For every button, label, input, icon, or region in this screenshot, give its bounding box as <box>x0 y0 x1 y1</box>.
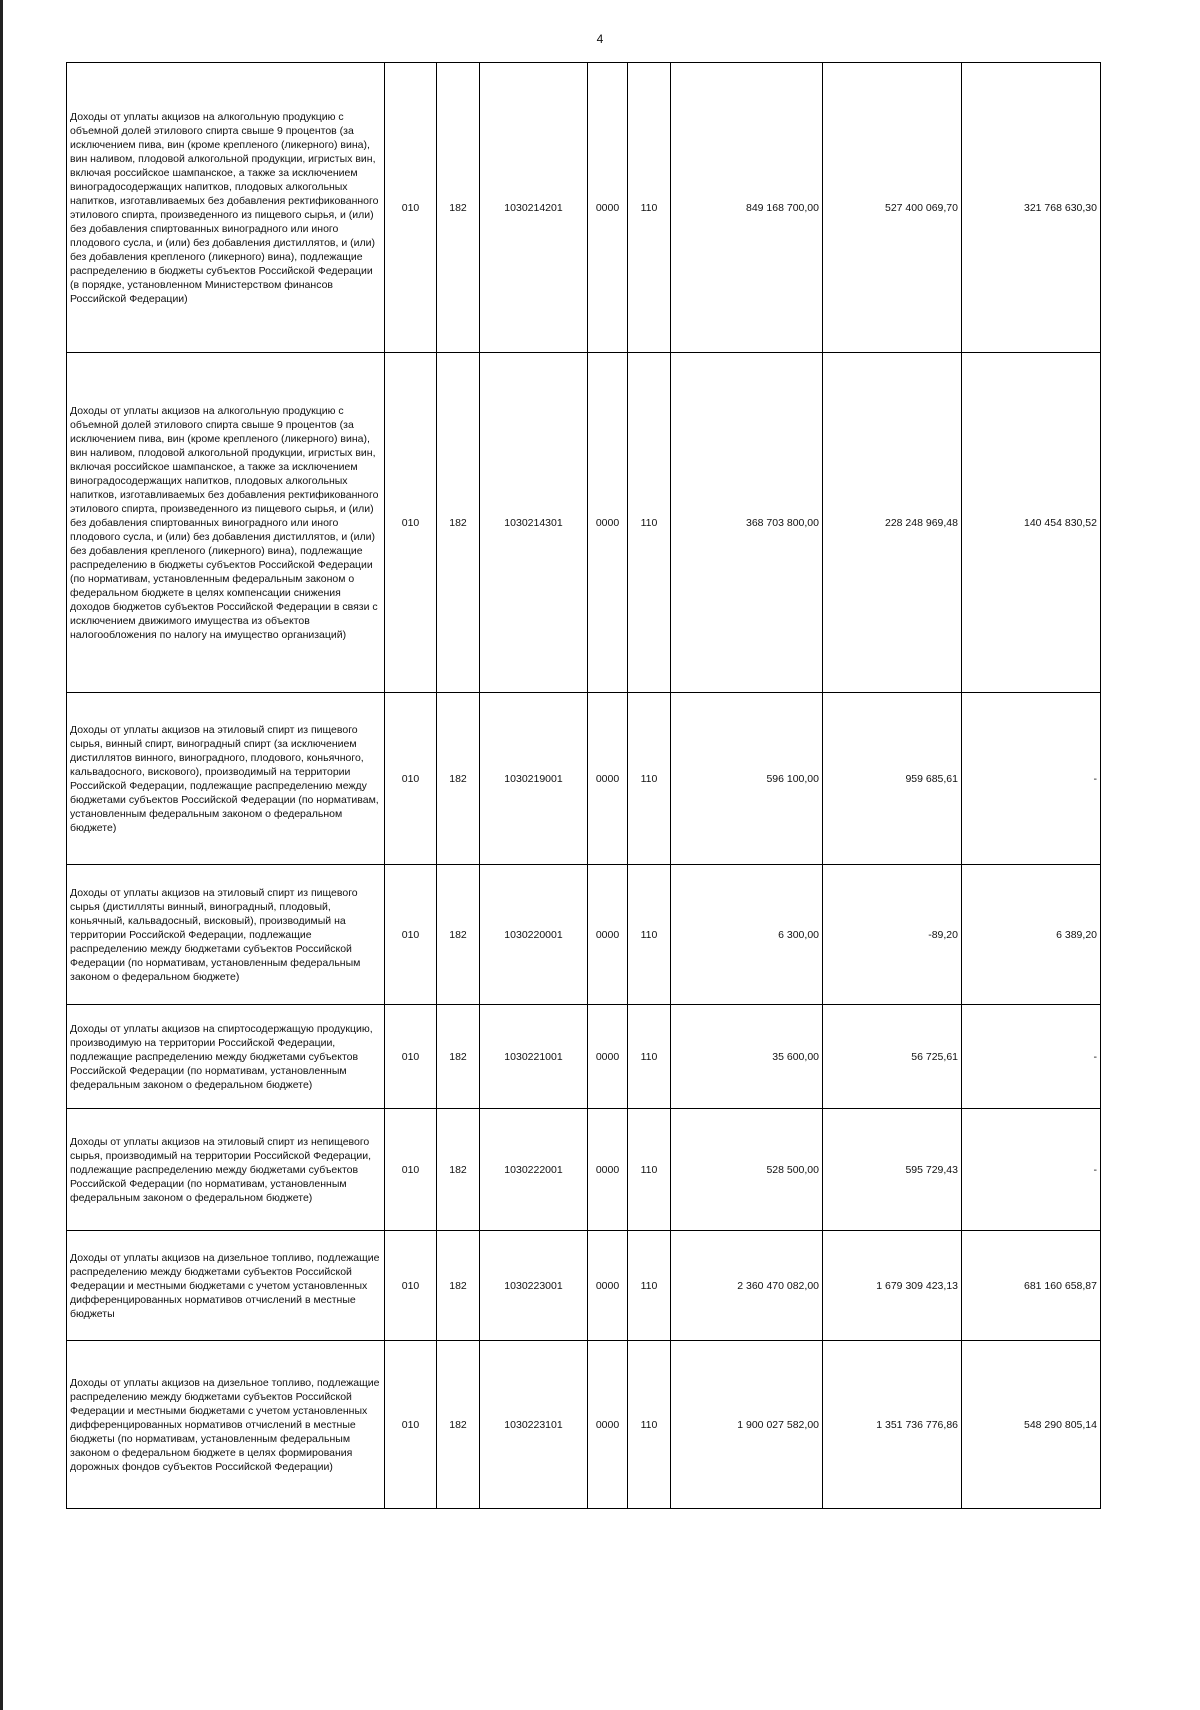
row-revenue-admin: 182 <box>437 1109 480 1231</box>
row-admin-code: 010 <box>385 353 437 693</box>
table-row <box>67 1005 1101 1109</box>
row-kbk: 1030214301 <box>480 353 588 693</box>
table-row <box>67 1109 1101 1231</box>
row-kosgu: 110 <box>628 353 671 693</box>
row-planned: 849 168 700,00 <box>671 63 823 353</box>
table-row <box>67 1341 1101 1509</box>
row-remaining: 140 454 830,52 <box>962 353 1101 693</box>
table-row <box>67 63 1101 353</box>
row-planned: 1 900 027 582,00 <box>671 1341 823 1509</box>
scan-edge <box>0 0 3 1710</box>
table-row <box>67 865 1101 1005</box>
row-kosgu: 110 <box>628 63 671 353</box>
row-program: 0000 <box>588 1005 628 1109</box>
row-program: 0000 <box>588 865 628 1005</box>
row-executed: -89,20 <box>823 865 962 1005</box>
row-revenue-admin: 182 <box>437 865 480 1005</box>
row-kbk: 1030223001 <box>480 1231 588 1341</box>
row-executed: 1 351 736 776,86 <box>823 1341 962 1509</box>
row-program: 0000 <box>588 353 628 693</box>
row-executed: 228 248 969,48 <box>823 353 962 693</box>
page-number: 4 <box>596 32 604 46</box>
row-revenue-admin: 182 <box>437 1005 480 1109</box>
revenue-table <box>66 62 1101 1509</box>
row-remaining: - <box>962 1109 1101 1231</box>
row-revenue-admin: 182 <box>437 63 480 353</box>
row-kbk: 1030219001 <box>480 693 588 865</box>
row-admin-code: 010 <box>385 1005 437 1109</box>
row-remaining: 681 160 658,87 <box>962 1231 1101 1341</box>
row-description: Доходы от уплаты акцизов на алкогольную продукцию с объемной долей этилового спирта свыше 9 процентов (за исключением пива, вин (кроме крепленого (ликерного) вина), вин наливом, плодовой алкогольной продукции, игристых вин, включая российское шампанское, а также за исключением виноградосодержащих напитков, плодовых алкогольных напитков, изготавливаемых без добавления ректификованного этилового спирта, произведенного из пищевого сырья, и (или) без добавления спиртованных виноградного или иного плодового сусла, и (или) без добавления дистиллятов, и (или) без добавления крепленого (ликерного) вина), подлежащие распределению в бюджеты субъектов Российской Федерации (по нормативам, установленным федеральным законом о федеральном бюджете в целях компенсации снижения доходов бюджетов субъектов Российской Федерации в связи с исключением движимого имущества из объектов налогообложения по налогу на имущество организаций) <box>67 353 385 693</box>
row-program: 0000 <box>588 1231 628 1341</box>
row-planned: 2 360 470 082,00 <box>671 1231 823 1341</box>
table-row <box>67 353 1101 693</box>
row-executed: 527 400 069,70 <box>823 63 962 353</box>
row-description: Доходы от уплаты акцизов на этиловый спирт из пищевого сырья (дистилляты винный, виноградный, плодовый, коньячный, кальвадосный, висковый), производимый на территории Российской Федерации, подлежащие распределению между бюджетами субъектов Российской Федерации (по нормативам, установленным федеральным законом о федеральном бюджете) <box>67 865 385 1005</box>
row-kbk: 1030223101 <box>480 1341 588 1509</box>
row-program: 0000 <box>588 63 628 353</box>
row-admin-code: 010 <box>385 693 437 865</box>
row-revenue-admin: 182 <box>437 693 480 865</box>
row-admin-code: 010 <box>385 63 437 353</box>
row-remaining: 548 290 805,14 <box>962 1341 1101 1509</box>
row-description: Доходы от уплаты акцизов на спиртосодержащую продукцию, производимую на территории Российской Федерации, подлежащие распределению между бюджетами субъектов Российской Федерации (по нормативам, установленным федеральным законом о федеральном бюджете) <box>67 1005 385 1109</box>
table-row <box>67 1231 1101 1341</box>
row-kosgu: 110 <box>628 865 671 1005</box>
row-kosgu: 110 <box>628 1341 671 1509</box>
row-revenue-admin: 182 <box>437 1231 480 1341</box>
table-row <box>67 693 1101 865</box>
row-kbk: 1030214201 <box>480 63 588 353</box>
row-executed: 595 729,43 <box>823 1109 962 1231</box>
row-program: 0000 <box>588 693 628 865</box>
row-planned: 35 600,00 <box>671 1005 823 1109</box>
row-admin-code: 010 <box>385 1109 437 1231</box>
row-kosgu: 110 <box>628 693 671 865</box>
row-description: Доходы от уплаты акцизов на дизельное топливо, подлежащие распределению между бюджетами субъектов Российской Федерации и местными бюджетами с учетом установленных дифференцированных нормативов отчислений в местные бюджеты (по нормативам, установленным федеральным законом о федеральном бюджете в целях формирования дорожных фондов субъектов Российской Федерации) <box>67 1341 385 1509</box>
row-program: 0000 <box>588 1341 628 1509</box>
row-planned: 368 703 800,00 <box>671 353 823 693</box>
row-program: 0000 <box>588 1109 628 1231</box>
row-description: Доходы от уплаты акцизов на этиловый спирт из пищевого сырья, винный спирт, виноградный спирт (за исключением дистиллятов винного, виноградного, плодового, коньячного, кальвадосного, вискового), производимый на территории Российской Федерации, подлежащие распределению между бюджетами субъектов Российской Федерации (по нормативам, установленным федеральным законом о федеральном бюджете) <box>67 693 385 865</box>
row-kbk: 1030221001 <box>480 1005 588 1109</box>
table-body <box>67 63 1101 1509</box>
row-remaining: 6 389,20 <box>962 865 1101 1005</box>
row-kosgu: 110 <box>628 1005 671 1109</box>
row-kbk: 1030222001 <box>480 1109 588 1231</box>
row-admin-code: 010 <box>385 865 437 1005</box>
row-description: Доходы от уплаты акцизов на этиловый спирт из непищевого сырья, производимый на территории Российской Федерации, подлежащие распределению между бюджетами субъектов Российской Федерации (по нормативам, установленным федеральным законом о федеральном бюджете) <box>67 1109 385 1231</box>
row-description: Доходы от уплаты акцизов на дизельное топливо, подлежащие распределению между бюджетами субъектов Российской Федерации и местными бюджетами с учетом установленных дифференцированных нормативов отчислений в местные бюджеты <box>67 1231 385 1341</box>
row-kbk: 1030220001 <box>480 865 588 1005</box>
row-executed: 959 685,61 <box>823 693 962 865</box>
row-revenue-admin: 182 <box>437 1341 480 1509</box>
row-description: Доходы от уплаты акцизов на алкогольную продукцию с объемной долей этилового спирта свыше 9 процентов (за исключением пива, вин (кроме крепленого (ликерного) вина), вин наливом, плодовой алкогольной продукции, игристых вин, включая российское шампанское, а также за исключением виноградосодержащих напитков, плодовых алкогольных напитков, изготавливаемых без добавления ректификованного этилового спирта, произведенного из пищевого сырья, и (или) без добавления спиртованных виноградного или иного плодового сусла, и (или) без добавления дистиллятов, и (или) без добавления крепленого (ликерного) вина), подлежащие распределению в бюджеты субъектов Российской Федерации (в порядке, установленном Министерством финансов Российской Федерации) <box>67 63 385 353</box>
row-admin-code: 010 <box>385 1341 437 1509</box>
row-remaining: 321 768 630,30 <box>962 63 1101 353</box>
row-kosgu: 110 <box>628 1231 671 1341</box>
row-admin-code: 010 <box>385 1231 437 1341</box>
row-executed: 1 679 309 423,13 <box>823 1231 962 1341</box>
row-planned: 528 500,00 <box>671 1109 823 1231</box>
row-remaining: - <box>962 1005 1101 1109</box>
row-remaining: - <box>962 693 1101 865</box>
row-executed: 56 725,61 <box>823 1005 962 1109</box>
row-kosgu: 110 <box>628 1109 671 1231</box>
row-planned: 6 300,00 <box>671 865 823 1005</box>
row-planned: 596 100,00 <box>671 693 823 865</box>
row-revenue-admin: 182 <box>437 353 480 693</box>
